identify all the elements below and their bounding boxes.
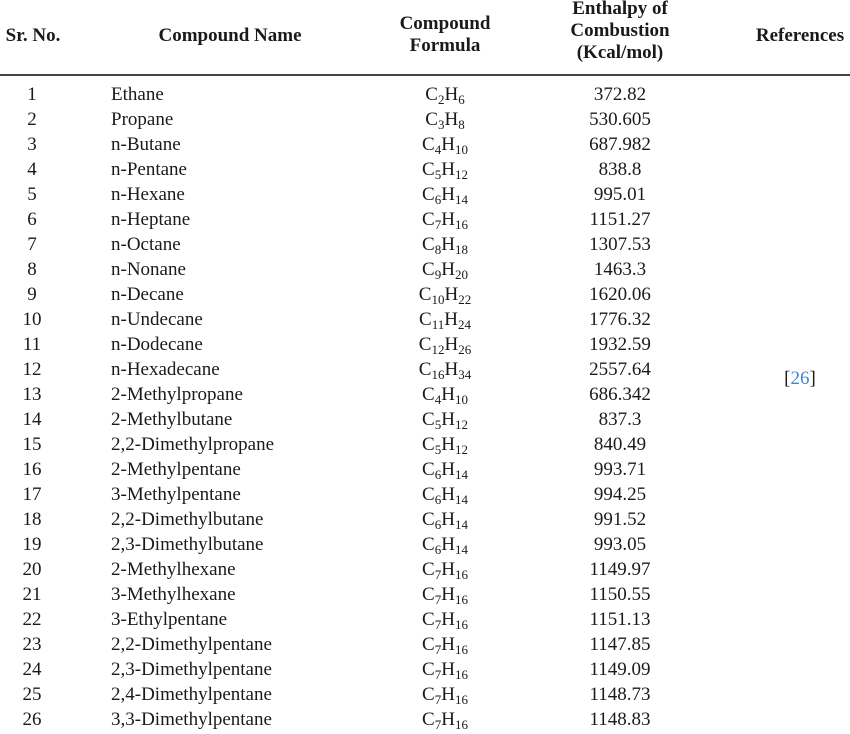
table-row — [0, 82, 850, 107]
formula-subscript: 6 — [434, 467, 442, 482]
header-references-label: References — [755, 25, 845, 46]
table-row — [0, 257, 850, 282]
table-row — [0, 432, 850, 457]
cell-compound-formula — [360, 482, 530, 507]
formula-element: C — [422, 584, 435, 605]
header-formula-line-2: Formula — [409, 35, 481, 56]
formula-subscript: 3 — [437, 117, 445, 132]
cell-compound-formula — [360, 307, 530, 332]
formula-element: C — [422, 384, 435, 405]
formula-element: H — [441, 609, 455, 630]
formula-subscript: 7 — [434, 692, 442, 707]
cell-sr-no: 8 — [27, 259, 37, 280]
formula-subscript: 14 — [454, 542, 468, 557]
cell-compound-name: 3-Methylpentane — [111, 484, 241, 505]
formula-element: H — [441, 459, 455, 480]
cell-enthalpy: 838.8 — [598, 159, 642, 180]
formula-subscript: 18 — [454, 242, 468, 257]
formula-element: H — [444, 359, 459, 380]
cell-compound-formula — [360, 582, 530, 607]
formula-subscript: 20 — [454, 267, 468, 282]
cell-sr-no: 11 — [22, 334, 42, 355]
cell-compound-name: n-Nonane — [111, 259, 186, 280]
formula-element: H — [441, 409, 455, 430]
reference-citation — [760, 366, 840, 391]
cell-sr-no: 18 — [22, 509, 42, 530]
table-row — [0, 607, 850, 632]
header-enthalpy-line-2: Combustion — [570, 20, 670, 41]
formula-element: H — [441, 534, 455, 555]
cell-compound-name: n-Dodecane — [111, 334, 203, 355]
cell-compound-formula — [360, 232, 530, 257]
header-enthalpy-line-3: (Kcal/mol) — [576, 42, 664, 63]
formula-element: H — [444, 284, 459, 305]
table-row — [0, 357, 850, 382]
cell-compound-formula — [360, 657, 530, 682]
table-row — [0, 532, 850, 557]
formula-element: C — [422, 459, 435, 480]
formula-subscript: 8 — [458, 117, 465, 132]
table-row — [0, 282, 850, 307]
cell-sr-no: 20 — [22, 559, 42, 580]
formula-element: H — [441, 509, 455, 530]
formula-element: H — [441, 584, 455, 605]
formula-element: C — [422, 159, 435, 180]
formula-subscript: 2 — [437, 92, 445, 107]
cell-compound-formula — [360, 682, 530, 707]
cell-sr-no: 14 — [22, 409, 42, 430]
cell-enthalpy: 1307.53 — [589, 234, 651, 255]
cell-compound-name: n-Octane — [111, 234, 181, 255]
formula-subscript: 16 — [454, 642, 468, 657]
cell-compound-formula — [360, 107, 530, 132]
cell-enthalpy: 1151.27 — [589, 209, 651, 230]
cell-sr-no: 1 — [27, 84, 37, 105]
formula-subscript: 10 — [431, 292, 445, 307]
header-rule — [0, 74, 850, 76]
formula-subscript: 6 — [458, 92, 465, 107]
formula-subscript: 12 — [431, 342, 445, 357]
formula-element: H — [441, 434, 455, 455]
table-row — [0, 182, 850, 207]
formula-element: H — [444, 109, 459, 130]
cell-compound-formula — [360, 207, 530, 232]
cell-compound-name: 3,3-Dimethylpentane — [111, 709, 272, 730]
cell-compound-name: n-Pentane — [111, 159, 187, 180]
formula-element: H — [441, 184, 455, 205]
cell-sr-no: 10 — [22, 309, 42, 330]
formula-subscript: 16 — [454, 717, 468, 732]
formula-element: C — [425, 84, 438, 105]
cell-enthalpy: 1148.73 — [589, 684, 651, 705]
formula-subscript: 6 — [434, 192, 442, 207]
table-row — [0, 132, 850, 157]
cell-compound-name: 2,3-Dimethylbutane — [111, 534, 264, 555]
cell-sr-no: 5 — [27, 184, 37, 205]
formula-element: C — [422, 609, 435, 630]
cell-enthalpy: 530.605 — [589, 109, 651, 130]
formula-subscript: 5 — [434, 167, 442, 182]
cell-sr-no: 21 — [22, 584, 42, 605]
table-row — [0, 307, 850, 332]
cell-enthalpy: 372.82 — [593, 84, 647, 105]
cell-compound-name: 2,2-Dimethylpentane — [111, 634, 272, 655]
header-sr-no-label: Sr. No. — [5, 25, 61, 46]
formula-subscript: 12 — [454, 167, 468, 182]
cell-enthalpy: 2557.64 — [589, 359, 651, 380]
formula-subscript: 8 — [434, 242, 442, 257]
formula-element: H — [441, 684, 455, 705]
formula-element: H — [444, 309, 458, 330]
cell-sr-no: 4 — [27, 159, 37, 180]
formula-subscript: 11 — [431, 317, 445, 332]
table-row — [0, 632, 850, 657]
formula-subscript: 6 — [434, 517, 442, 532]
formula-subscript: 26 — [458, 342, 472, 357]
formula-element: C — [422, 209, 435, 230]
cell-compound-name: 2-Methylhexane — [111, 559, 236, 580]
cell-enthalpy: 1149.97 — [589, 559, 651, 580]
formula-element: H — [441, 259, 455, 280]
formula-element: C — [422, 709, 435, 730]
header-references — [740, 25, 850, 47]
table-row — [0, 232, 850, 257]
cell-compound-name: 3-Ethylpentane — [111, 609, 228, 630]
table-row — [0, 507, 850, 532]
formula-subscript: 24 — [457, 317, 471, 332]
formula-element: C — [418, 284, 432, 305]
table-row — [0, 657, 850, 682]
cell-sr-no: 15 — [22, 434, 42, 455]
cell-enthalpy: 1776.32 — [589, 309, 651, 330]
table-row — [0, 457, 850, 482]
formula-subscript: 16 — [454, 617, 468, 632]
cell-sr-no: 25 — [22, 684, 42, 705]
header-enthalpy — [545, 0, 695, 64]
cell-sr-no: 17 — [22, 484, 42, 505]
table-row — [0, 557, 850, 582]
cell-enthalpy: 993.71 — [593, 459, 647, 480]
formula-element: H — [441, 234, 455, 255]
cell-sr-no: 23 — [22, 634, 42, 655]
table-row — [0, 207, 850, 232]
formula-element: C — [422, 434, 435, 455]
reference-close-bracket: ] — [809, 368, 816, 389]
formula-subscript: 5 — [434, 442, 442, 457]
formula-subscript: 16 — [454, 567, 468, 582]
formula-subscript: 4 — [434, 142, 442, 157]
formula-element: H — [441, 659, 455, 680]
formula-subscript: 7 — [434, 667, 442, 682]
cell-compound-formula — [360, 132, 530, 157]
formula-element: C — [422, 184, 435, 205]
cell-enthalpy: 1932.59 — [589, 334, 651, 355]
cell-compound-formula — [360, 282, 530, 307]
cell-enthalpy: 840.49 — [593, 434, 647, 455]
cell-enthalpy: 995.01 — [593, 184, 647, 205]
formula-element: C — [422, 634, 435, 655]
cell-enthalpy: 1150.55 — [589, 584, 651, 605]
formula-subscript: 5 — [434, 417, 442, 432]
cell-compound-name: 2,4-Dimethylpentane — [111, 684, 272, 705]
cell-compound-name: 2,2-Dimethylbutane — [111, 509, 264, 530]
formula-subscript: 7 — [434, 642, 442, 657]
cell-enthalpy: 1147.85 — [589, 634, 651, 655]
formula-subscript: 10 — [454, 392, 468, 407]
cell-compound-name: n-Decane — [111, 284, 184, 305]
cell-enthalpy: 686.342 — [589, 384, 651, 405]
cell-enthalpy: 1620.06 — [589, 284, 651, 305]
table-row — [0, 582, 850, 607]
formula-subscript: 7 — [434, 717, 442, 732]
table-row — [0, 682, 850, 707]
formula-element: C — [419, 309, 432, 330]
cell-compound-name: 3-Methylhexane — [111, 584, 236, 605]
table-row — [0, 482, 850, 507]
cell-compound-formula — [360, 557, 530, 582]
formula-element: C — [422, 134, 435, 155]
formula-element: C — [418, 334, 432, 355]
formula-element: C — [422, 659, 435, 680]
cell-enthalpy: 993.05 — [593, 534, 647, 555]
formula-subscript: 7 — [434, 592, 442, 607]
cell-enthalpy: 1149.09 — [589, 659, 651, 680]
header-compound-name — [130, 25, 330, 47]
cell-compound-name: 2,3-Dimethylpentane — [111, 659, 272, 680]
formula-element: C — [422, 234, 435, 255]
formula-subscript: 10 — [454, 142, 468, 157]
formula-subscript: 16 — [454, 692, 468, 707]
cell-sr-no: 24 — [22, 659, 42, 680]
header-compound-name-label: Compound Name — [158, 25, 302, 46]
formula-element: H — [441, 384, 455, 405]
table-row — [0, 107, 850, 132]
formula-element: C — [422, 409, 435, 430]
cell-enthalpy: 687.982 — [589, 134, 651, 155]
cell-compound-formula — [360, 632, 530, 657]
header-sr-no — [0, 25, 66, 47]
formula-subscript: 6 — [434, 542, 442, 557]
cell-sr-no: 12 — [22, 359, 42, 380]
cell-compound-formula — [360, 82, 530, 107]
cell-compound-formula — [360, 157, 530, 182]
cell-compound-formula — [360, 382, 530, 407]
cell-compound-name: n-Hexadecane — [111, 359, 220, 380]
formula-subscript: 34 — [458, 367, 472, 382]
cell-compound-formula — [360, 457, 530, 482]
reference-link[interactable]: 26 — [790, 368, 810, 389]
reference-open-bracket: [ — [784, 368, 791, 389]
cell-sr-no: 3 — [27, 134, 37, 155]
formula-subscript: 7 — [434, 617, 442, 632]
cell-compound-formula — [360, 332, 530, 357]
cell-compound-formula — [360, 182, 530, 207]
formula-element: C — [422, 484, 435, 505]
formula-element: H — [441, 559, 455, 580]
cell-compound-name: 2-Methylpropane — [111, 384, 243, 405]
formula-element: H — [444, 84, 459, 105]
formula-subscript: 16 — [454, 667, 468, 682]
cell-enthalpy: 991.52 — [593, 509, 647, 530]
formula-subscript: 6 — [434, 492, 442, 507]
cell-compound-name: Ethane — [111, 84, 164, 105]
table-row — [0, 382, 850, 407]
cell-sr-no: 9 — [27, 284, 37, 305]
cell-compound-formula — [360, 432, 530, 457]
formula-element: H — [444, 334, 459, 355]
formula-element: C — [422, 684, 435, 705]
formula-element: H — [441, 134, 455, 155]
cell-compound-name: n-Undecane — [111, 309, 203, 330]
table-row — [0, 157, 850, 182]
formula-element: H — [441, 484, 455, 505]
cell-compound-name: 2-Methylbutane — [111, 409, 233, 430]
cell-compound-formula — [360, 257, 530, 282]
formula-subscript: 12 — [454, 442, 468, 457]
formula-subscript: 22 — [458, 292, 472, 307]
formula-element: H — [441, 209, 455, 230]
formula-subscript: 14 — [454, 517, 468, 532]
cell-compound-formula — [360, 357, 530, 382]
header-compound-formula — [370, 13, 520, 57]
cell-enthalpy: 1148.83 — [589, 709, 651, 730]
cell-enthalpy: 1151.13 — [589, 609, 651, 630]
cell-compound-name: n-Heptane — [111, 209, 191, 230]
cell-sr-no: 22 — [22, 609, 42, 630]
header-enthalpy-line-1: Enthalpy of — [572, 0, 668, 19]
cell-sr-no: 2 — [27, 109, 37, 130]
formula-element: C — [422, 509, 435, 530]
formula-subscript: 16 — [454, 217, 468, 232]
formula-element: C — [418, 359, 432, 380]
formula-element: C — [422, 259, 435, 280]
cell-compound-name: Propane — [111, 109, 174, 130]
formula-subscript: 7 — [434, 567, 442, 582]
table-row — [0, 332, 850, 357]
cell-sr-no: 6 — [27, 209, 37, 230]
table-row — [0, 707, 850, 732]
cell-enthalpy: 1463.3 — [593, 259, 647, 280]
cell-compound-formula — [360, 707, 530, 732]
formula-subscript: 14 — [454, 492, 468, 507]
formula-subscript: 16 — [431, 367, 445, 382]
formula-subscript: 9 — [434, 267, 442, 282]
cell-compound-name: 2-Methylpentane — [111, 459, 241, 480]
formula-subscript: 4 — [434, 392, 442, 407]
cell-compound-name: 2,2-Dimethylpropane — [111, 434, 275, 455]
formula-element: C — [425, 109, 438, 130]
cell-enthalpy: 837.3 — [598, 409, 642, 430]
formula-element: H — [441, 159, 455, 180]
cell-compound-formula — [360, 407, 530, 432]
cell-sr-no: 16 — [22, 459, 42, 480]
cell-enthalpy: 994.25 — [593, 484, 647, 505]
cell-compound-formula — [360, 607, 530, 632]
formula-subscript: 16 — [454, 592, 468, 607]
table-header — [0, 0, 850, 74]
cell-sr-no: 19 — [22, 534, 42, 555]
cell-compound-name: n-Butane — [111, 134, 181, 155]
formula-element: H — [441, 634, 455, 655]
formula-subscript: 7 — [434, 217, 442, 232]
table-row — [0, 407, 850, 432]
formula-element: H — [441, 709, 455, 730]
cell-sr-no: 26 — [22, 709, 42, 730]
table-body — [0, 82, 850, 732]
formula-subscript: 14 — [454, 467, 468, 482]
formula-subscript: 12 — [454, 417, 468, 432]
cell-sr-no: 7 — [27, 234, 37, 255]
header-formula-line-1: Compound — [399, 13, 491, 34]
cell-compound-formula — [360, 532, 530, 557]
formula-subscript: 14 — [454, 192, 468, 207]
cell-compound-formula — [360, 507, 530, 532]
cell-compound-name: n-Hexane — [111, 184, 185, 205]
formula-element: C — [422, 534, 435, 555]
formula-element: C — [422, 559, 435, 580]
cell-sr-no: 13 — [22, 384, 42, 405]
